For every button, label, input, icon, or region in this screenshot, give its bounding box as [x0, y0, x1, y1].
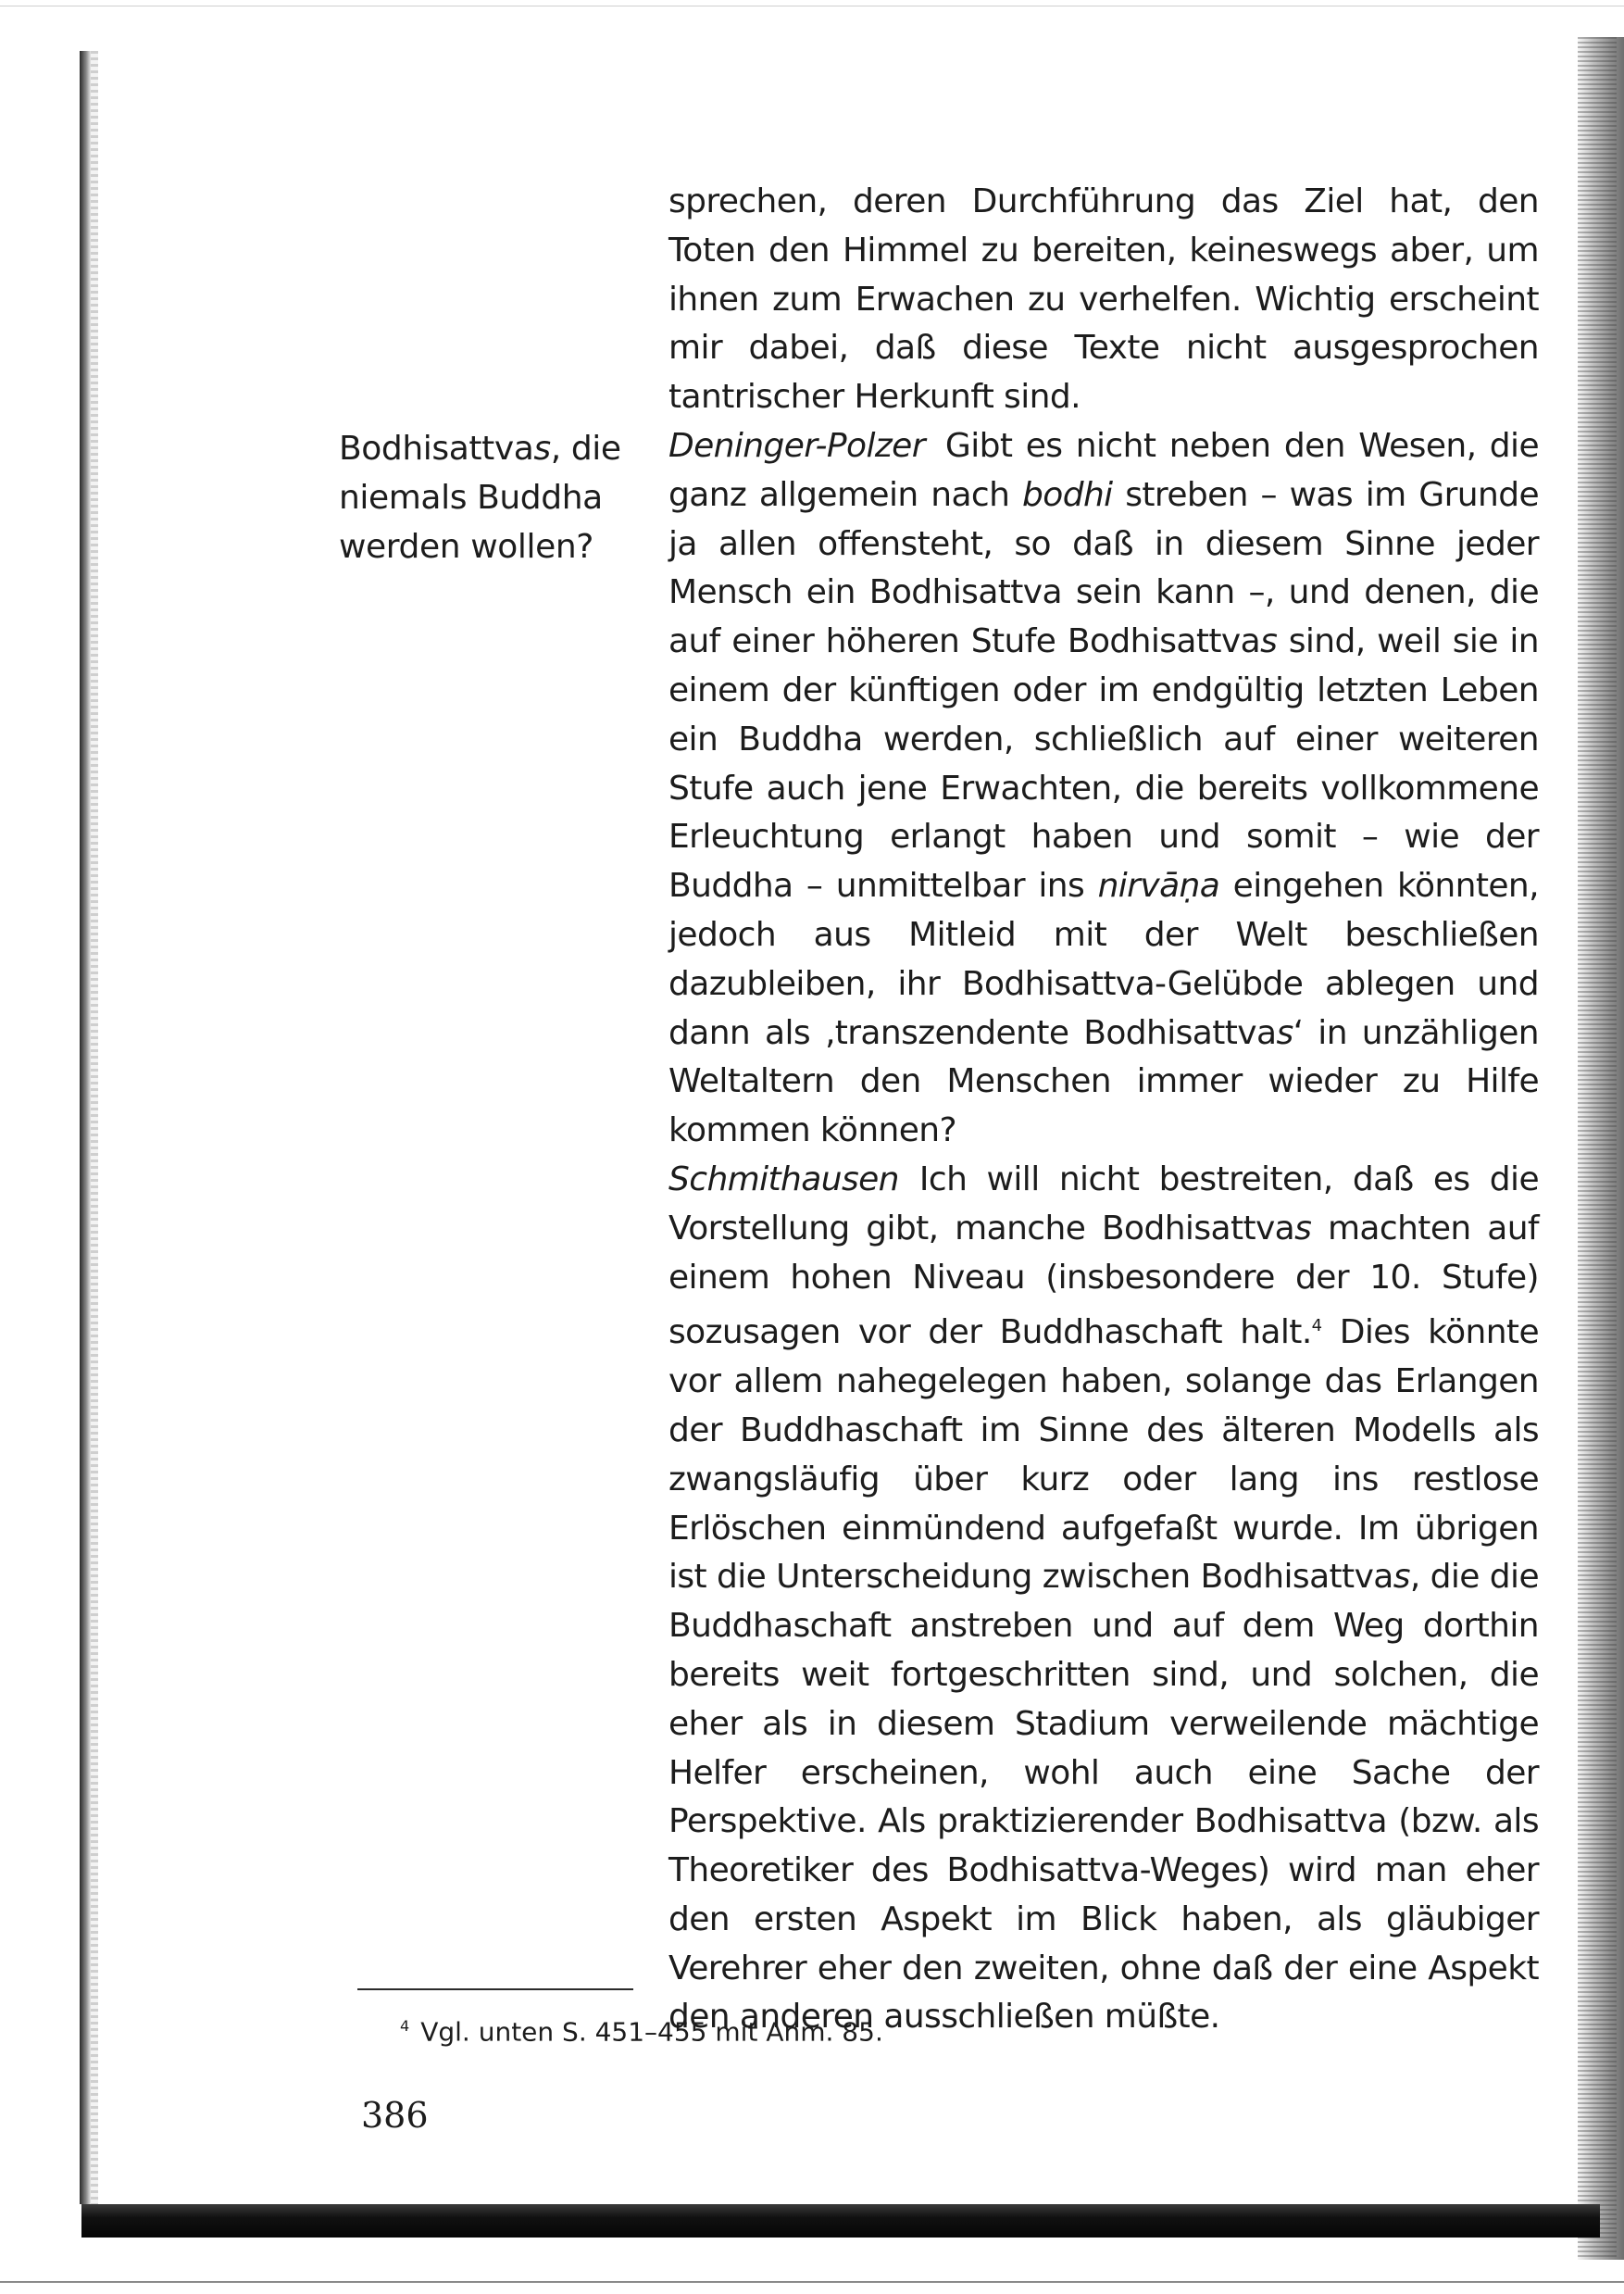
- scan-bottom-line: [0, 2281, 1624, 2283]
- page-number: 386: [361, 2095, 429, 2136]
- paragraph-3: [668, 1156, 1539, 2042]
- margin-note: [339, 424, 635, 571]
- scan-bottom-edge: [81, 2204, 1600, 2238]
- margin-note-plural-s: s: [533, 430, 551, 468]
- margin-note-text-a: Bodhisattva: [339, 430, 534, 468]
- main-text-column: [668, 178, 1539, 2042]
- p2-text-c: sind, weil sie in einem der künftigen oder im endgültig letzten Leben ein Buddha werden, schließlich auf einer weiteren Stufe auch jene Erwachten, die bereits vollkommene Erleuchtung erlangt haben und somit – wie der Buddha – unmittelbar ins: [668, 622, 1539, 906]
- p2-text-b: streben – was im Grunde ja allen offensteht, so daß in diesem Sinne jeder Mensch ein Bodhisattva sein kann –, und denen, die auf einer höheren Stufe Bodhisattva: [668, 475, 1540, 661]
- p3-text-b: machten auf einem hohen Niveau (insbesondere der 10. Stufe) sozusagen vor der Buddhaschaft halt.: [668, 1209, 1539, 1352]
- term-bodhi: bodhi: [1022, 475, 1113, 514]
- p3-text-a: Ich will nicht bestreiten, daß es die Vorstellung gibt, manche Bodhisattva: [668, 1160, 1539, 1247]
- term-nirvana: nirvāṇa: [1097, 867, 1220, 906]
- p3-text-d: , die die Buddhaschaft anstreben und auf dem Weg dorthin bereits weit fortgeschritten sind, und solchen, die eher als in diesem Stadium verweilende mächtige Helfer erscheinen, wohl auch eine Sache der Perspektive. Als praktizierender Bodhisattva (bzw. als Theoretiker des Bodhisattva-Weges) wird man eher den ersten Aspekt im Blick haben, als gläubiger Verehrer eher den zweiten, ohne daß der eine Aspekt den anderen ausschließen müßte.: [668, 1558, 1539, 2037]
- p2-text-d: eingehen könnten, jedoch aus Mitleid mit der Welt beschließen dazubleiben, ihr Bodhisattva-Gelübde ablegen und dann als ‚transzendente Bodhisattva: [668, 867, 1539, 1052]
- paragraph-1: sprechen, deren Durchführung das Ziel hat, den Toten den Himmel zu bereiten, keineswegs aber, um ihnen zum Erwachen zu verhelfen. Wichtig erscheint mir dabei, daß diese Texte nicht ausgesprochen tantrischer Herkunft sind.: [668, 182, 1539, 417]
- p3-text-c: Dies könnte vor allem nahegelegen haben, solange das Erlangen der Buddhaschaft im Sinne des älteren Modells als zwangsläufig über kurz oder lang ins restlose Erlöschen einmündend aufgefaßt wurde. Im übrigen ist die Unterscheidung zwischen Bodhisattva: [668, 1313, 1539, 1597]
- p2-plural-s-2: s: [1276, 1013, 1293, 1052]
- p3-plural-s-1: s: [1294, 1209, 1312, 1247]
- p2-text-a: Gibt es nicht neben den Wesen, die ganz allgemein nach: [668, 426, 1539, 514]
- paragraph-2: [668, 422, 1539, 1156]
- footnote-mark: 4: [400, 2017, 410, 2035]
- footnote-divider: [357, 1988, 633, 1990]
- scan-right-edge-texture: [1578, 37, 1617, 2260]
- footnote-text: Vgl. unten S. 451–455 mit Anm. 85.: [420, 2016, 883, 2048]
- speaker-deninger-polzer: Deninger-Polzer: [668, 426, 925, 465]
- speaker-schmithausen: Schmithausen: [668, 1160, 899, 1198]
- p2-text-e: ‘ in unzähligen Weltaltern den Menschen immer wieder zu Hilfe kommen können?: [668, 1013, 1539, 1150]
- scan-left-edge-texture: [91, 51, 98, 2204]
- margin-note-text-b: , die niemals Buddha werden wollen?: [339, 430, 621, 566]
- footnote-reference[interactable]: 4: [1311, 1316, 1322, 1336]
- footnote: [400, 2010, 883, 2049]
- scan-left-edge: [80, 51, 91, 2204]
- p2-plural-s-1: s: [1260, 622, 1278, 661]
- p3-plural-s-2: s: [1393, 1558, 1410, 1597]
